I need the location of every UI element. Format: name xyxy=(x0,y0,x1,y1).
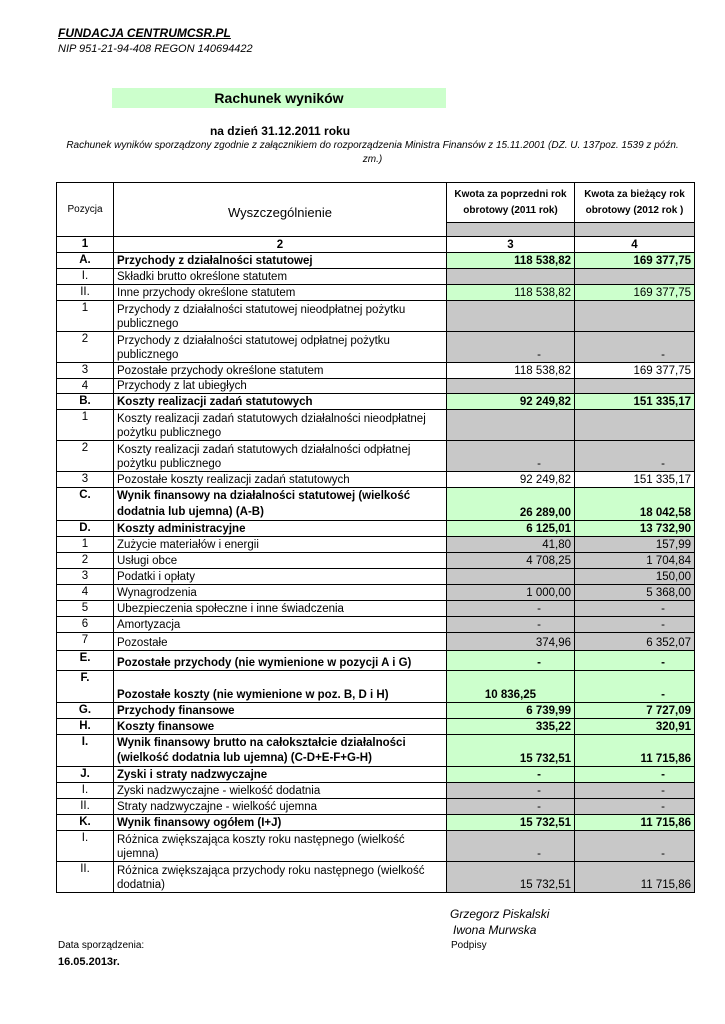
row-curr: 7 727,09 xyxy=(575,703,695,719)
col-num: 2 xyxy=(114,237,447,253)
row-curr: 1 704,84 xyxy=(575,553,695,569)
row-position: E. xyxy=(57,651,114,671)
header-wyszczegolnienie: Wyszczególnienie xyxy=(114,183,447,237)
row-position: 3 xyxy=(57,363,114,379)
table-row xyxy=(57,301,695,332)
row-label: Przychody z działalności statutowej xyxy=(114,253,447,269)
table-row xyxy=(57,410,695,441)
row-label: Koszty realizacji zadań statutowych xyxy=(114,394,447,410)
row-prev: 92 249,82 xyxy=(447,394,575,410)
row-position: 3 xyxy=(57,569,114,585)
col-num: 4 xyxy=(575,237,695,253)
table-row xyxy=(57,537,695,553)
header-spacer-cell xyxy=(447,223,575,237)
row-position: I. xyxy=(57,735,114,767)
row-curr: 18 042,58 xyxy=(575,488,695,521)
row-curr: 151 335,17 xyxy=(575,472,695,488)
row-position: 2 xyxy=(57,441,114,472)
row-curr: 169 377,75 xyxy=(575,285,695,301)
header-pozycja: Pozycja xyxy=(57,183,114,237)
table-row xyxy=(57,767,695,783)
row-label: Wynik finansowy ogółem (I+J) xyxy=(114,815,447,831)
organization-ids: NIP 951-21-94-408 REGON 140694422 xyxy=(58,43,253,55)
column-number-row xyxy=(57,237,695,253)
row-position: 1 xyxy=(57,537,114,553)
table-row xyxy=(57,735,695,767)
row-position: 4 xyxy=(57,379,114,394)
table-row xyxy=(57,521,695,537)
row-prev xyxy=(447,410,575,441)
col-num: 3 xyxy=(447,237,575,253)
row-position: H. xyxy=(57,719,114,735)
row-label: Straty nadzwyczajne - wielkość ujemna xyxy=(114,799,447,815)
row-prev: 15 732,51 xyxy=(447,815,575,831)
header-spacer-cell xyxy=(575,223,695,237)
header-curr-year: Kwota za bieżący rok obrotowy (2012 rok ) xyxy=(575,183,695,223)
row-position: J. xyxy=(57,767,114,783)
table-row xyxy=(57,799,695,815)
row-label: Usługi obce xyxy=(114,553,447,569)
row-label: Pozostałe xyxy=(114,633,447,651)
row-prev: 92 249,82 xyxy=(447,472,575,488)
row-curr xyxy=(575,379,695,394)
row-curr: - xyxy=(575,831,695,862)
row-prev: 374,96 xyxy=(447,633,575,651)
table-row xyxy=(57,472,695,488)
row-prev: - xyxy=(447,783,575,799)
row-position: 1 xyxy=(57,410,114,441)
row-position: 7 xyxy=(57,633,114,651)
row-position: B. xyxy=(57,394,114,410)
table-header-row xyxy=(57,183,695,223)
row-curr: - xyxy=(575,617,695,633)
row-position: D. xyxy=(57,521,114,537)
row-curr: 151 335,17 xyxy=(575,394,695,410)
row-curr: 6 352,07 xyxy=(575,633,695,651)
row-label: Wynagrodzenia xyxy=(114,585,447,601)
row-curr: - xyxy=(575,651,695,671)
signer-name: Grzegorz Piskalski xyxy=(450,907,550,921)
row-curr: - xyxy=(575,799,695,815)
row-label: Inne przychody określone statutem xyxy=(114,285,447,301)
header-prev-year: Kwota za poprzedni rok obrotowy (2011 rok) xyxy=(447,183,575,223)
table-row xyxy=(57,719,695,735)
row-prev: 41,80 xyxy=(447,537,575,553)
row-position: 2 xyxy=(57,553,114,569)
row-label: Koszty realizacji zadań statutowych działalności odpłatnej pożytku publicznego xyxy=(114,441,447,472)
report-date: na dzień 31.12.2011 roku xyxy=(209,124,351,138)
row-position: I. xyxy=(57,783,114,799)
row-label: Koszty finansowe xyxy=(114,719,447,735)
row-position: F. xyxy=(57,671,114,703)
row-position: I. xyxy=(57,269,114,285)
table-row xyxy=(57,441,695,472)
row-label: Pozostałe przychody określone statutem xyxy=(114,363,447,379)
row-prev: - xyxy=(447,831,575,862)
row-curr: - xyxy=(575,671,695,703)
row-label: Amortyzacja xyxy=(114,617,447,633)
table-row xyxy=(57,553,695,569)
row-curr xyxy=(575,269,695,285)
table-row xyxy=(57,651,695,671)
row-prev xyxy=(447,301,575,332)
row-curr: - xyxy=(575,767,695,783)
table-row xyxy=(57,363,695,379)
table-row xyxy=(57,488,695,521)
row-curr: 11 715,86 xyxy=(575,862,695,893)
row-curr: 320,91 xyxy=(575,719,695,735)
table-row xyxy=(57,783,695,799)
col-num: 1 xyxy=(57,237,114,253)
row-curr: 11 715,86 xyxy=(575,735,695,767)
row-label: Przychody finansowe xyxy=(114,703,447,719)
income-statement-table xyxy=(56,182,695,893)
row-prev: - xyxy=(447,332,575,363)
document-title: Rachunek wyników xyxy=(112,88,446,108)
row-prev: 335,22 xyxy=(447,719,575,735)
row-label: Koszty administracyjne xyxy=(114,521,447,537)
row-curr: 11 715,86 xyxy=(575,815,695,831)
table-row xyxy=(57,633,695,651)
row-position: 6 xyxy=(57,617,114,633)
row-prev: 118 538,82 xyxy=(447,285,575,301)
table-row xyxy=(57,332,695,363)
row-position: II. xyxy=(57,799,114,815)
row-curr: 150,00 xyxy=(575,569,695,585)
row-prev: - xyxy=(447,799,575,815)
row-prev: 15 732,51 xyxy=(447,735,575,767)
row-curr: 169 377,75 xyxy=(575,253,695,269)
row-curr: 5 368,00 xyxy=(575,585,695,601)
row-prev xyxy=(447,569,575,585)
row-curr: - xyxy=(575,332,695,363)
table-row xyxy=(57,617,695,633)
row-label: Wynik finansowy brutto na całokształcie działalności (wielkość dodatnia lub ujemna) (C-D+E-F+G-H) xyxy=(114,735,447,767)
row-prev: 118 538,82 xyxy=(447,363,575,379)
row-position: G. xyxy=(57,703,114,719)
row-position: C. xyxy=(57,488,114,521)
organization-name: FUNDACJA CENTRUMCSR.PL xyxy=(58,26,231,40)
table-row xyxy=(57,253,695,269)
row-prev: - xyxy=(447,767,575,783)
row-curr: - xyxy=(575,441,695,472)
row-label: Różnica zwiększająca przychody roku następnego (wielkość dodatnia) xyxy=(114,862,447,893)
row-label: Składki brutto określone statutem xyxy=(114,269,447,285)
table-row xyxy=(57,585,695,601)
row-position: I. xyxy=(57,831,114,862)
row-label: Przychody z działalności statutowej nieodpłatnej pożytku publicznego xyxy=(114,301,447,332)
row-position: 2 xyxy=(57,332,114,363)
row-label: Zyski i straty nadzwyczajne xyxy=(114,767,447,783)
row-prev xyxy=(447,269,575,285)
preparation-date-value: 16.05.2013r. xyxy=(58,956,120,968)
row-curr: - xyxy=(575,783,695,799)
table-row xyxy=(57,831,695,862)
table-row xyxy=(57,815,695,831)
table-row xyxy=(57,703,695,719)
table-row xyxy=(57,601,695,617)
table-row xyxy=(57,862,695,893)
table-row xyxy=(57,569,695,585)
row-label: Zużycie materiałów i energii xyxy=(114,537,447,553)
legal-basis-note: Rachunek wyników sporządzony zgodnie z załącznikiem do rozporządzenia Ministra Finansów z 15.11.2001 (DZ. U. 137poz. 1539 z późn. zm.) xyxy=(66,140,679,165)
row-label: Podatki i opłaty xyxy=(114,569,447,585)
table-row xyxy=(57,285,695,301)
table-row xyxy=(57,671,695,703)
row-curr: - xyxy=(575,601,695,617)
signer-name: Iwona Murwska xyxy=(453,923,537,937)
row-position: 1 xyxy=(57,301,114,332)
row-label: Ubezpieczenia społeczne i inne świadczenia xyxy=(114,601,447,617)
preparation-date-label: Data sporządzenia: xyxy=(58,940,145,951)
row-prev: - xyxy=(447,651,575,671)
table-row xyxy=(57,394,695,410)
row-prev: 26 289,00 xyxy=(447,488,575,521)
row-position: K. xyxy=(57,815,114,831)
row-prev: 10 836,25 xyxy=(447,671,575,703)
signatures-label: Podpisy xyxy=(451,940,487,951)
row-position: 5 xyxy=(57,601,114,617)
row-position: 4 xyxy=(57,585,114,601)
row-label: Wynik finansowy na działalności statutowej (wielkość dodatnia lub ujemna) (A-B) xyxy=(114,488,447,521)
row-prev: 4 708,25 xyxy=(447,553,575,569)
table-row xyxy=(57,269,695,285)
row-curr: 169 377,75 xyxy=(575,363,695,379)
row-curr xyxy=(575,301,695,332)
row-prev: 118 538,82 xyxy=(447,253,575,269)
row-position: A. xyxy=(57,253,114,269)
row-label: Przychody z działalności statutowej odpłatnej pożytku publicznego xyxy=(114,332,447,363)
row-position: II. xyxy=(57,285,114,301)
row-prev: - xyxy=(447,601,575,617)
row-label: Pozostałe koszty (nie wymienione w poz. B, D i H) xyxy=(114,671,447,703)
row-label: Przychody z lat ubiegłych xyxy=(114,379,447,394)
row-curr xyxy=(575,410,695,441)
row-prev xyxy=(447,379,575,394)
row-position: 3 xyxy=(57,472,114,488)
table-row xyxy=(57,379,695,394)
row-prev: - xyxy=(447,617,575,633)
row-label: Zyski nadzwyczajne - wielkość dodatnia xyxy=(114,783,447,799)
row-prev: 15 732,51 xyxy=(447,862,575,893)
row-prev: 6 125,01 xyxy=(447,521,575,537)
row-prev: 6 739,99 xyxy=(447,703,575,719)
row-prev: - xyxy=(447,441,575,472)
row-curr: 157,99 xyxy=(575,537,695,553)
row-label: Pozostałe przychody (nie wymienione w pozycji A i G) xyxy=(114,651,447,671)
row-label: Pozostałe koszty realizacji zadań statutowych xyxy=(114,472,447,488)
row-prev: 1 000,00 xyxy=(447,585,575,601)
row-position: II. xyxy=(57,862,114,893)
row-label: Koszty realizacji zadań statutowych działalności nieodpłatnej pożytku publicznego xyxy=(114,410,447,441)
row-label: Różnica zwiększająca koszty roku następnego (wielkość ujemna) xyxy=(114,831,447,862)
row-curr: 13 732,90 xyxy=(575,521,695,537)
